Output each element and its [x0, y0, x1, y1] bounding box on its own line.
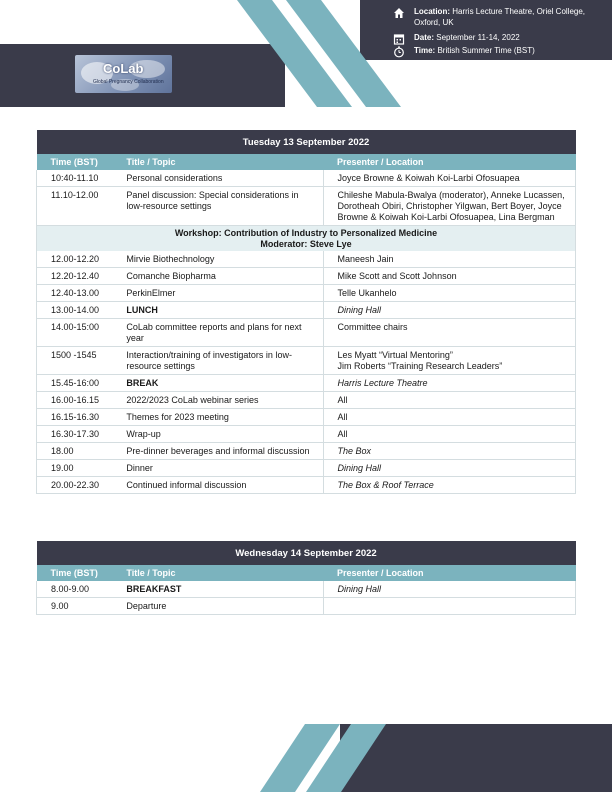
column-time: Time (BST)	[37, 565, 121, 581]
row-presenter	[323, 347, 575, 375]
row-time: 1500 -1545	[37, 347, 121, 375]
table-row	[37, 285, 576, 302]
table-row	[37, 170, 576, 187]
row-topic: Comanche Biopharma	[120, 268, 323, 285]
tuesday-schedule-table	[36, 130, 576, 494]
time-value: British Summer Time (BST)	[437, 46, 535, 55]
table-row	[37, 460, 576, 477]
calendar-icon	[393, 33, 405, 45]
column-topic: Title / Topic	[120, 565, 323, 581]
row-presenter: Dining Hall	[323, 460, 575, 477]
wednesday-day-header	[37, 541, 576, 565]
logo-subtitle: Global Pregnancy Collaboration	[93, 79, 164, 85]
workshop-header-row	[37, 226, 576, 252]
column-topic: Title / Topic	[120, 154, 323, 170]
row-time: 18.00	[37, 443, 121, 460]
row-time: 11.10-12.00	[37, 187, 121, 226]
row-presenter	[323, 598, 575, 615]
row-topic: Continued informal discussion	[120, 477, 323, 494]
row-time: 12.20-12.40	[37, 268, 121, 285]
row-time: 20.00-22.30	[37, 477, 121, 494]
tuesday-title: Tuesday 13 September 2022	[37, 130, 576, 154]
wednesday-column-header	[37, 565, 576, 581]
row-topic: Wrap-up	[120, 426, 323, 443]
tuesday-column-header	[37, 154, 576, 170]
row-topic: 2022/2023 CoLab webinar series	[120, 392, 323, 409]
column-time: Time (BST)	[37, 154, 121, 170]
row-time: 12.40-13.00	[37, 285, 121, 302]
column-presenter: Presenter / Location	[323, 154, 575, 170]
location-info	[393, 6, 589, 28]
presenter-line: Les Myatt “Virtual Mentoring”	[337, 350, 453, 360]
time-label: Time:	[414, 46, 436, 55]
table-row	[37, 443, 576, 460]
row-presenter: All	[323, 409, 575, 426]
wednesday-title: Wednesday 14 September 2022	[37, 541, 576, 565]
table-row	[37, 375, 576, 392]
table-row	[37, 598, 576, 615]
row-topic: LUNCH	[120, 302, 323, 319]
row-topic: Pre-dinner beverages and informal discussion	[120, 443, 323, 460]
row-topic: Interaction/training of investigators in low-resource settings	[120, 347, 323, 375]
row-presenter: Chileshe Mabula-Bwalya (moderator), Anneke Lucassen, Dorotheah Obiri, Christopher Yilgwan, Bert Boyer, Joyce Browne & Koiwah Koi-Larbi Ofosuapea, Lina Bergman	[323, 187, 575, 226]
row-topic: Themes for 2023 meeting	[120, 409, 323, 426]
table-row	[37, 581, 576, 598]
logo-text: CoLab	[103, 61, 144, 76]
row-topic: CoLab committee reports and plans for next year	[120, 319, 323, 347]
row-presenter: Dining Hall	[323, 302, 575, 319]
table-row	[37, 426, 576, 443]
clock-icon	[393, 46, 405, 58]
row-presenter: Joyce Browne & Koiwah Koi-Larbi Ofosuapea	[323, 170, 575, 187]
footer-stripes	[0, 724, 612, 792]
row-time: 16.30-17.30	[37, 426, 121, 443]
date-info	[393, 32, 589, 45]
row-presenter: All	[323, 426, 575, 443]
column-presenter: Presenter / Location	[323, 565, 575, 581]
row-time: 12.00-12.20	[37, 251, 121, 268]
row-time: 15.45-16:00	[37, 375, 121, 392]
row-presenter: Harris Lecture Theatre	[323, 375, 575, 392]
row-topic: BREAK	[120, 375, 323, 392]
table-row	[37, 302, 576, 319]
row-presenter: Maneesh Jain	[323, 251, 575, 268]
table-row	[37, 187, 576, 226]
date-value: September 11-14, 2022	[436, 33, 520, 42]
row-topic: Dinner	[120, 460, 323, 477]
colab-logo	[75, 55, 172, 93]
row-time: 8.00-9.00	[37, 581, 121, 598]
row-time: 16.00-16.15	[37, 392, 121, 409]
row-presenter: Mike Scott and Scott Johnson	[323, 268, 575, 285]
home-icon	[393, 7, 405, 19]
tuesday-day-header	[37, 130, 576, 154]
row-presenter: Dining Hall	[323, 581, 575, 598]
row-presenter: Committee chairs	[323, 319, 575, 347]
wednesday-schedule-table	[36, 541, 576, 615]
row-presenter: The Box & Roof Terrace	[323, 477, 575, 494]
table-row	[37, 347, 576, 375]
row-presenter: Telle Ukanhelo	[323, 285, 575, 302]
row-time: 16.15-16.30	[37, 409, 121, 426]
table-row	[37, 477, 576, 494]
table-row	[37, 409, 576, 426]
table-row	[37, 319, 576, 347]
presenter-line: Jim Roberts “Training Research Leaders”	[337, 361, 503, 371]
table-row	[37, 392, 576, 409]
row-topic: BREAKFAST	[120, 581, 323, 598]
row-time: 10:40-11.10	[37, 170, 121, 187]
row-topic: Mirvie Biothechnology	[120, 251, 323, 268]
workshop-title: Workshop: Contribution of Industry to Personalized Medicine	[174, 228, 438, 238]
row-presenter: The Box	[323, 443, 575, 460]
row-time: 14.00-15:00	[37, 319, 121, 347]
row-time: 13.00-14.00	[37, 302, 121, 319]
row-presenter: All	[323, 392, 575, 409]
table-row	[37, 251, 576, 268]
date-label: Date:	[414, 33, 435, 42]
row-topic: Personal considerations	[120, 170, 323, 187]
row-topic: PerkinElmer	[120, 285, 323, 302]
row-time: 19.00	[37, 460, 121, 477]
row-time: 9.00	[37, 598, 121, 615]
location-label: Location:	[414, 7, 450, 16]
location-value: Harris Lecture Theatre, Oriel College, Oxford, UK	[414, 7, 586, 27]
row-topic: Panel discussion: Special considerations in low-resource settings	[120, 187, 323, 226]
row-topic: Departure	[120, 598, 323, 615]
workshop-moderator: Moderator: Steve Lye	[260, 239, 352, 249]
table-row	[37, 268, 576, 285]
time-info	[393, 45, 589, 58]
